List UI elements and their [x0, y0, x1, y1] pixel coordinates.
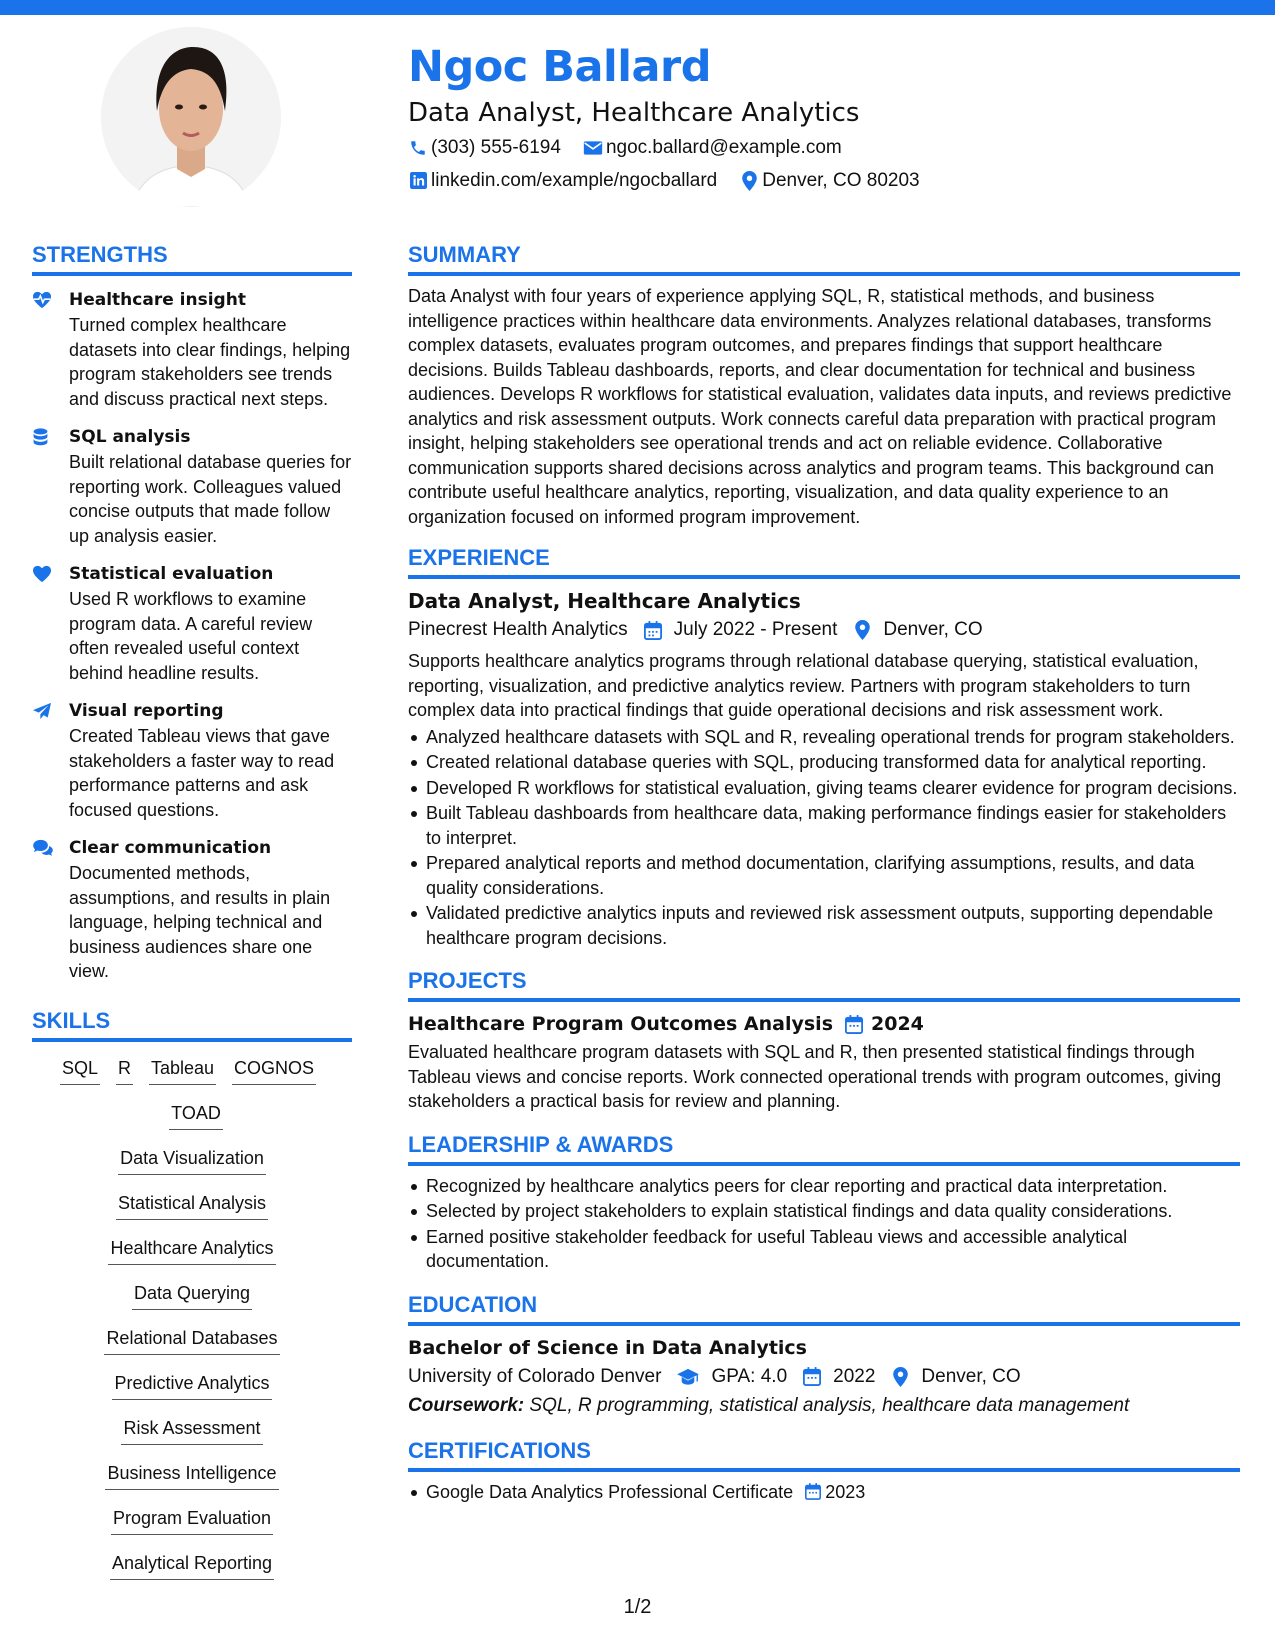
project-text: Evaluated healthcare program datasets with SQL and R, then presented statistical findings through Tableau views and concise reports. Work connected operational trends with program outcomes, giving stakeholders a practical basis for review and planning. [408, 1042, 1222, 1111]
candidate-title: Data Analyst, Healthcare Analytics [408, 98, 860, 128]
email-contact[interactable] [583, 137, 842, 159]
page-number: 1/2 [623, 1596, 652, 1618]
list-item: Recognized by healthcare analytics peers for clear reporting and practical data interpretation. [408, 1174, 1240, 1199]
education-location [889, 1362, 1020, 1392]
graduation-cap-icon [675, 1366, 701, 1388]
strength-desc: Used R workflows to examine program data. A careful review often revealed useful context behind headline results. [69, 589, 313, 683]
skill-tag: Business Intelligence [105, 1461, 278, 1490]
strength-desc: Built relational database queries for reporting work. Colleagues valued concise outputs that made follow up analysis easier. [69, 452, 352, 546]
contact-row-2 [408, 165, 1228, 196]
coursework-text: SQL, R programming, statistical analysis, healthcare data management [529, 1394, 1130, 1416]
location-text: Denver, CO 80203 [762, 169, 920, 191]
leadership-bullets [408, 1174, 1240, 1274]
project-title: Healthcare Program Outcomes Analysis [408, 1013, 834, 1035]
phone-number: (303) 555-6194 [431, 136, 561, 158]
phone-icon [408, 138, 428, 158]
list-item: Analyzed healthcare datasets with SQL and R, revealing operational trends for program stakeholders. [408, 725, 1240, 750]
top-accent-bar [0, 0, 1275, 15]
skill-tag: Data Visualization [118, 1146, 266, 1175]
comments-icon [32, 836, 69, 984]
left-column [32, 240, 352, 1596]
strength-item [32, 836, 352, 984]
skills-heading: SKILLS [32, 1006, 352, 1042]
project-year: 2024 [871, 1013, 924, 1035]
job-meta [408, 615, 1240, 645]
strength-item [32, 699, 352, 822]
skill-tag: TOAD [169, 1101, 223, 1130]
profile-photo [101, 27, 281, 207]
resume-header [408, 40, 1228, 196]
skill-tag: SQL [60, 1056, 100, 1085]
list-item: Developed R workflows for statistical evaluation, giving teams clearer evidence for program decisions. [408, 776, 1240, 801]
job-location-text: Denver, CO [883, 619, 983, 640]
skill-tag: Program Evaluation [111, 1506, 273, 1535]
strength-item [32, 425, 352, 548]
strength-title: Visual reporting [69, 701, 224, 721]
strength-item [32, 288, 352, 411]
list-item: Selected by project stakeholders to explain statistical findings and data quality considerations. [408, 1199, 1240, 1224]
experience-heading: EXPERIENCE [408, 543, 1240, 579]
list-item: Prepared analytical reports and method documentation, clarifying assumptions, results, and data quality considerations. [408, 851, 1240, 900]
skill-tag: Tableau [149, 1056, 216, 1085]
skill-tag: Risk Assessment [121, 1416, 262, 1445]
summary-heading: SUMMARY [408, 240, 1240, 276]
location-contact [739, 170, 919, 192]
strength-desc: Documented methods, assumptions, and results in plain language, helping technical and business audiences share one view. [69, 863, 331, 981]
map-pin-icon [889, 1366, 911, 1388]
candidate-name: Ngoc Ballard [408, 42, 712, 92]
coursework-label: Coursework: [408, 1394, 525, 1416]
list-item: Built Tableau dashboards from healthcare data, making performance findings easier for stakeholders to interpret. [408, 801, 1240, 850]
skill-tag: COGNOS [232, 1056, 316, 1085]
linkedin-contact[interactable] [408, 170, 717, 192]
skill-tag: Predictive Analytics [112, 1371, 271, 1400]
linkedin-url: linkedin.com/example/ngocballard [431, 169, 718, 191]
job-title: Data Analyst, Healthcare Analytics [408, 589, 801, 613]
education-meta [408, 1362, 1240, 1392]
coursework [408, 1392, 1240, 1420]
gpa-text: GPA: 4.0 [711, 1365, 788, 1387]
school-name-text: University of Colorado Denver [408, 1365, 662, 1387]
job-location [851, 615, 982, 645]
right-column [408, 240, 1240, 1505]
paper-plane-icon [32, 699, 69, 822]
graduation-year [801, 1362, 875, 1392]
strength-desc: Turned complex healthcare datasets into clear findings, helping program stakeholders see trends and discuss practical next steps. [69, 315, 351, 409]
experience-bullets [408, 725, 1240, 951]
degree-title: Bachelor of Science in Data Analytics [408, 1336, 807, 1359]
phone-contact[interactable] [408, 137, 561, 159]
map-pin-icon [739, 171, 759, 191]
list-item: Created relational database queries with SQL, producing transformed data for analytical reporting. [408, 750, 1240, 775]
strength-title: Healthcare insight [69, 290, 246, 310]
certification-year: 2023 [825, 1481, 866, 1502]
map-pin-icon [851, 619, 873, 641]
skill-tag: Healthcare Analytics [108, 1236, 275, 1265]
company-name [408, 615, 628, 645]
education-heading: EDUCATION [408, 1290, 1240, 1326]
gpa [675, 1362, 787, 1392]
certification-name: Google Data Analytics Professional Certificate [426, 1481, 794, 1502]
strength-title: Clear communication [69, 838, 272, 858]
calendar-icon [642, 619, 664, 641]
strength-item [32, 562, 352, 685]
skill-tag: R [116, 1056, 133, 1085]
heartbeat-icon [32, 288, 69, 411]
skill-tag: Relational Databases [104, 1326, 279, 1355]
skill-tag: Statistical Analysis [116, 1191, 268, 1220]
job-dates-text: July 2022 - Present [673, 619, 838, 640]
job-dates [642, 615, 838, 645]
leadership-heading: LEADERSHIP & AWARDS [408, 1130, 1240, 1166]
skills-list [32, 1056, 352, 1596]
company-name-text: Pinecrest Health Analytics [408, 619, 628, 640]
school-name [408, 1362, 661, 1392]
email-address: ngoc.ballard@example.com [605, 136, 842, 158]
project-title-row [408, 1010, 1240, 1038]
calendar-icon [801, 1366, 823, 1388]
job-description: Supports healthcare analytics programs through relational database querying, statistical evaluation, reporting, visualization, and predictive analytics review. Partners with program stakeholders to turn complex data into practical findings that guide operational decisions and risk assessment work. [408, 651, 1199, 720]
certifications-heading: CERTIFICATIONS [408, 1436, 1240, 1472]
strength-desc: Created Tableau views that gave stakeholders a faster way to read performance patterns and ask focused questions. [69, 726, 335, 820]
linkedin-icon [408, 171, 428, 191]
summary-text: Data Analyst with four years of experience applying SQL, R, statistical methods, and business intelligence practices within healthcare data environments. Analyzes relational databases, transforms complex datasets, evaluates program outcomes, and prepares findings that support healthcare decisions. Builds Tableau dashboards, reports, and clear documentation for technical and business audiences. Develops R workflows for statistical evaluation, validates data inputs, and reviews predictive analytics and risk assessment outputs. Work connects careful data preparation with practical program insight, helping stakeholders see operational trends and act on reliable evidence. Collaborative communication supports shared decisions across analytics and program teams. This background can contribute useful healthcare analytics, reporting, visualization, and data quality experience to an organization focused on informed program improvement. [408, 286, 1232, 527]
contact-row-1 [408, 132, 1228, 163]
envelope-icon [583, 138, 603, 158]
skill-tag: Analytical Reporting [110, 1551, 274, 1580]
projects-heading: PROJECTS [408, 966, 1240, 1002]
database-icon [32, 425, 69, 548]
heart-icon [32, 562, 69, 685]
strengths-heading: STRENGTHS [32, 240, 352, 276]
list-item [408, 1480, 1240, 1505]
calendar-icon [845, 1015, 863, 1034]
strength-title: Statistical evaluation [69, 564, 274, 584]
list-item: Validated predictive analytics inputs and reviewed risk assessment outputs, supporting dependable healthcare program decisions. [408, 901, 1240, 950]
skill-tag: Data Querying [132, 1281, 252, 1310]
calendar-icon [805, 1483, 821, 1500]
certifications-list [408, 1480, 1240, 1505]
graduation-year-text: 2022 [833, 1365, 876, 1387]
education-location-text: Denver, CO [921, 1365, 1021, 1387]
list-item: Earned positive stakeholder feedback for useful Tableau views and accessible analytical documentation. [408, 1225, 1240, 1274]
strength-title: SQL analysis [69, 427, 191, 447]
